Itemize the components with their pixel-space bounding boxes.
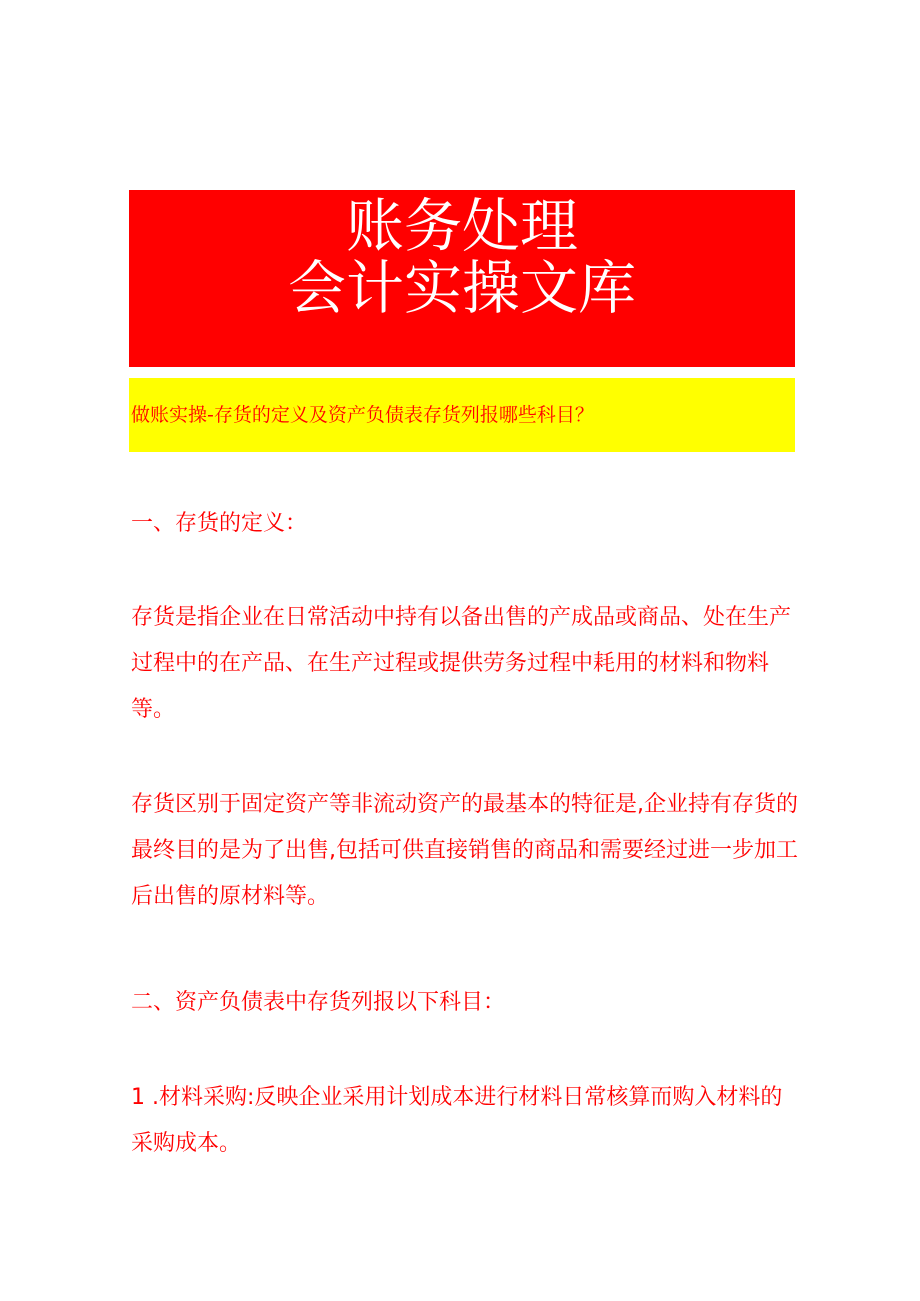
section-heading-1: 一、存货的定义：	[131, 511, 308, 536]
paragraph-inventory-definition: 存货是指企业在日常活动中持有以备出售的产成品或商品、处在生产过程中的在产品、在生产过程或提供劳务过程中耗用的材料和物料等。	[131, 605, 792, 722]
title-banner	[129, 190, 795, 367]
section-heading-2: 二、资产负债表中存货列报以下科目：	[131, 990, 506, 1015]
banner-title-line1: 账务处理	[345, 192, 578, 260]
paragraph-inventory-characteristics: 存货区别于固定资产等非流动资产的最基本的特征是,企业持有存货的最终目的是为了出售,包括可供直接销售的商品和需要经过进一步加工后出售的原材料等。	[131, 792, 798, 909]
banner-title-line2: 会计实操文库	[287, 254, 636, 322]
paragraph-material-purchase: 1 .材料采购:反映企业采用计划成本进行材料日常核算而购入材料的采购成本。	[131, 1085, 783, 1156]
document-subtitle: 做账实操-存货的定义及资产负债表存货列报哪些科目？	[129, 378, 795, 452]
